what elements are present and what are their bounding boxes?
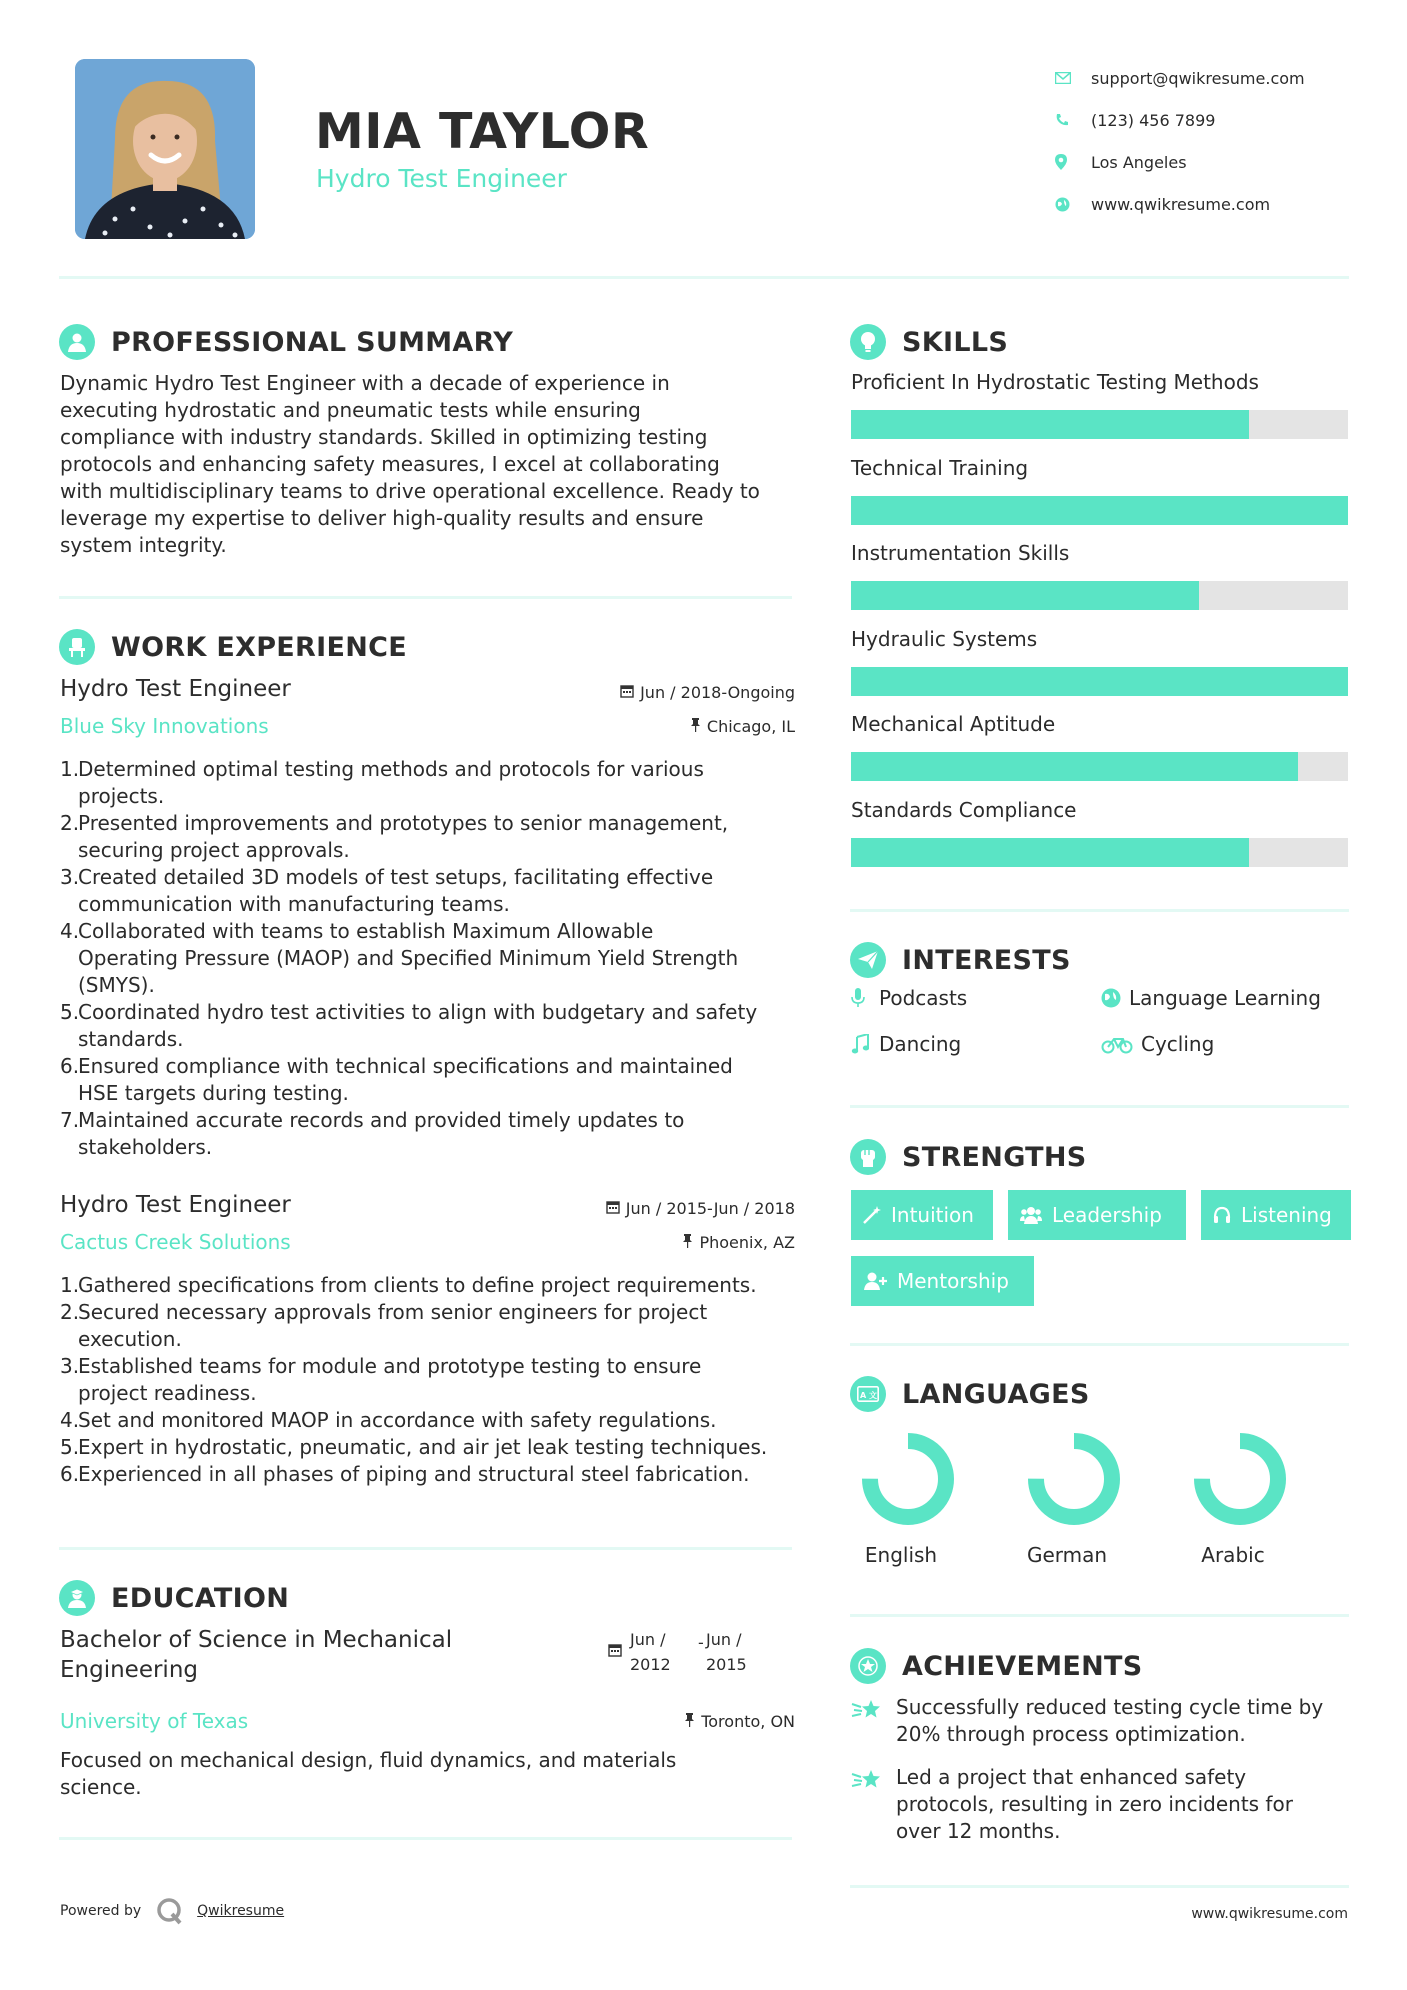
contact-email[interactable] (1055, 57, 1375, 99)
list-item: HSE targets during testing. (78, 1081, 349, 1105)
list-item: execution. (78, 1327, 182, 1351)
summary-line: protocols and enhancing safety measures, I excel at collaborating (60, 452, 720, 476)
globe-icon (1101, 988, 1129, 1008)
list-item: 5. Expert in hydrostatic, pneumatic, and air jet leak testing techniques. (60, 1435, 768, 1459)
languages-heading (850, 1376, 1090, 1412)
language-name: German (1026, 1543, 1108, 1567)
start-date: Jun / 2012 (630, 1630, 671, 1674)
strength-label: Intuition (891, 1203, 974, 1227)
map-pin-icon (1055, 154, 1091, 170)
list-item: 1. Determined optimal testing methods and protocols for various (60, 757, 704, 781)
fist-icon (850, 1139, 886, 1175)
language-item (1017, 1431, 1183, 1567)
list-item: (SMYS). (78, 973, 155, 997)
pushpin-icon (690, 717, 701, 736)
skill-bar (851, 496, 1348, 525)
shooting-star-icon (851, 1694, 896, 1748)
phone-icon (1055, 113, 1091, 127)
bicycle-icon (1101, 1034, 1141, 1054)
skill-bar (851, 581, 1348, 610)
powered-by-text: Powered by (60, 1903, 142, 1919)
experience-heading (59, 629, 407, 665)
summary-heading (59, 324, 513, 360)
list-item: 4. Collaborated with teams to establish Maximum Allowable (60, 919, 654, 943)
list-item: 4. Set and monitored MAOP in accordance with safety regulations. (60, 1408, 717, 1432)
job-title: Hydro Test Engineer (60, 676, 291, 702)
music-icon (851, 1034, 879, 1054)
user-icon (59, 324, 95, 360)
graduate-icon (59, 1580, 95, 1616)
strengths-heading (850, 1139, 1087, 1175)
list-item: 5. Coordinated hydro test activities to align with budgetary and safety (60, 1000, 758, 1024)
candidate-name: MIA TAYLOR (315, 103, 650, 160)
shooting-star-icon (851, 1764, 896, 1845)
skill-bar-fill (851, 838, 1249, 867)
interests-list (851, 986, 1351, 1056)
summary-line: leverage my expertise to deliver high-quality results and ensure (60, 506, 704, 530)
profile-photo (75, 59, 255, 239)
skill-item (851, 627, 1348, 713)
list-item: 1. Gathered specifications from clients to define project requirements. (60, 1273, 757, 1297)
interests-heading (850, 942, 1071, 978)
job-duties (60, 1272, 795, 1488)
job-location (682, 1233, 795, 1252)
lightbulb-icon (850, 324, 886, 360)
skill-bar-fill (851, 581, 1199, 610)
language-item (851, 1431, 1017, 1567)
globe-icon (1055, 197, 1091, 212)
interests-divider (850, 1105, 1349, 1108)
svg-text:文: 文 (869, 1391, 877, 1400)
skills-list (851, 370, 1348, 883)
skill-bar (851, 838, 1348, 867)
calendar-icon (620, 683, 634, 702)
achievements-title: ACHIEVEMENTS (902, 1650, 1143, 1682)
language-icon (850, 1376, 886, 1412)
interest-label: Language Learning (1129, 986, 1321, 1010)
pushpin-icon (684, 1712, 695, 1731)
skill-name: Standards Compliance (851, 797, 1077, 822)
language-item (1183, 1431, 1349, 1567)
footer-website-link[interactable]: www.qwikresume.com (1191, 1906, 1348, 1922)
skill-item (851, 712, 1348, 798)
phone-text: (123) 456 7899 (1091, 110, 1216, 130)
skill-name: Proficient In Hydrostatic Testing Methods (851, 370, 1259, 394)
skills-title: SKILLS (902, 326, 1009, 358)
summary-line: system integrity. (60, 533, 227, 557)
list-item: 6. Experienced in all phases of piping and structural steel fabrication. (60, 1462, 750, 1486)
job-location (690, 717, 795, 736)
skill-item (851, 370, 1348, 456)
website-text: www.qwikresume.com (1091, 194, 1271, 214)
language-ring (1192, 1431, 1288, 1527)
calendar-icon (606, 1199, 620, 1218)
languages-divider (850, 1614, 1349, 1617)
job-dates (620, 683, 795, 702)
skills-heading (850, 324, 1008, 360)
job-location-text: Chicago, IL (706, 717, 795, 736)
summary-line: executing hydrostatic and pneumatic tests while ensuring (60, 398, 641, 422)
degree-line: Engineering (60, 1657, 198, 1683)
languages-title: LANGUAGES (902, 1378, 1090, 1410)
contact-location (1055, 141, 1375, 183)
summary-divider (59, 596, 792, 599)
achievements-heading (850, 1648, 1143, 1684)
job-dates (606, 1199, 795, 1218)
skill-name: Technical Training (851, 455, 1029, 480)
achievement-text: Led a project that enhanced safety protocols, resulting in zero incidents for over 12 months. (896, 1765, 1293, 1843)
language-name: English (864, 1543, 938, 1567)
list-item: standards. (78, 1027, 184, 1051)
education-location (684, 1712, 795, 1731)
list-item: 7. Maintained accurate records and provided timely updates to (60, 1108, 685, 1132)
job-date-text: Jun / 2018-Ongoing (640, 683, 795, 702)
contact-block (1055, 57, 1375, 225)
education-description: Focused on mechanical design, fluid dynamics, and materials science. (60, 1748, 677, 1799)
strength-tag (851, 1256, 1034, 1306)
user-plus-icon (863, 1272, 887, 1290)
candidate-title: Hydro Test Engineer (316, 164, 567, 193)
strength-label: Listening (1241, 1203, 1332, 1227)
skill-bar (851, 410, 1348, 439)
skill-item (851, 541, 1348, 627)
experience-title: WORK EXPERIENCE (111, 631, 407, 663)
skill-name: Hydraulic Systems (851, 626, 1038, 651)
summary-text (60, 370, 795, 559)
summary-line: Dynamic Hydro Test Engineer with a decade of experience in (60, 371, 670, 395)
university-name: University of Texas (60, 1709, 249, 1733)
star-badge-icon (850, 1648, 886, 1684)
list-item: communication with manufacturing teams. (78, 892, 510, 916)
interest-item (851, 1032, 1101, 1056)
list-item: securing project approvals. (78, 838, 350, 862)
strengths-title: STRENGTHS (902, 1141, 1087, 1173)
education-divider (59, 1837, 792, 1840)
degree-line: Bachelor of Science in Mechanical (60, 1627, 453, 1653)
end-date: Jun / 2015 (706, 1630, 747, 1674)
strength-label: Leadership (1052, 1203, 1162, 1227)
skill-bar-fill (851, 752, 1298, 781)
skill-item (851, 798, 1348, 884)
list-item: 2. Presented improvements and prototypes to senior management, (60, 811, 729, 835)
experience-divider (59, 1547, 792, 1550)
contact-phone[interactable] (1055, 99, 1375, 141)
list-item: 6. Ensured compliance with technical specifications and maintained (60, 1054, 733, 1078)
list-item: projects. (78, 784, 165, 808)
contact-website[interactable] (1055, 183, 1375, 225)
job-company: Cactus Creek Solutions (60, 1230, 291, 1254)
list-item: 3. Established teams for module and prototype testing to ensure (60, 1354, 702, 1378)
education-heading (59, 1580, 289, 1616)
skill-bar-fill (851, 667, 1348, 696)
skill-bar-fill (851, 410, 1249, 439)
achievement-item (851, 1764, 1351, 1845)
interests-title: INTERESTS (902, 944, 1071, 976)
achievement-item (851, 1694, 1351, 1748)
skill-item (851, 456, 1348, 542)
education-location-text: Toronto, ON (701, 1712, 795, 1731)
interest-item (1101, 1032, 1351, 1056)
skill-name: Mechanical Aptitude (851, 712, 1056, 736)
job-title: Hydro Test Engineer (60, 1192, 291, 1218)
job-company: Blue Sky Innovations (60, 714, 269, 738)
job-location-text: Phoenix, AZ (699, 1233, 795, 1252)
microphone-icon (851, 988, 879, 1008)
envelope-icon (1055, 72, 1091, 84)
strengths-list (851, 1190, 1351, 1306)
email-text: support@qwikresume.com (1091, 68, 1305, 88)
achievements-divider (850, 1885, 1349, 1888)
degree-title (60, 1625, 560, 1685)
language-ring (860, 1431, 956, 1527)
users-icon (1020, 1206, 1042, 1224)
education-title: EDUCATION (111, 1582, 290, 1614)
list-item: project readiness. (78, 1381, 257, 1405)
interest-label: Cycling (1141, 1032, 1215, 1056)
achievement-text: Successfully reduced testing cycle time by 20% through process optimization. (896, 1695, 1324, 1746)
summary-title: PROFESSIONAL SUMMARY (111, 326, 514, 358)
interest-item (851, 986, 1101, 1010)
interest-label: Dancing (879, 1032, 962, 1056)
education-dates: Jun / 2012 - Jun / 2015 (608, 1627, 747, 1677)
magic-wand-icon (863, 1206, 881, 1224)
headphones-icon (1213, 1206, 1231, 1224)
location-text: Los Angeles (1091, 152, 1187, 172)
paper-plane-icon (850, 942, 886, 978)
achievements-list (851, 1694, 1351, 1861)
skill-name: Instrumentation Skills (851, 541, 1070, 565)
job-date-text: Jun / 2015-Jun / 2018 (625, 1199, 795, 1218)
svg-text:A: A (860, 1391, 867, 1400)
strength-tag (1008, 1190, 1186, 1240)
strength-tag (1201, 1190, 1351, 1240)
list-item: Operating Pressure (MAOP) and Specified Minimum Yield Strength (78, 946, 739, 970)
interest-item (1101, 986, 1351, 1010)
chair-icon (59, 629, 95, 665)
pushpin-icon (682, 1233, 693, 1252)
strength-label: Mentorship (897, 1269, 1009, 1293)
interest-label: Podcasts (879, 986, 968, 1010)
job-duties (60, 756, 795, 1161)
list-item: stakeholders. (78, 1135, 213, 1159)
qwikresume-link[interactable]: Qwikresume (197, 1903, 285, 1919)
language-name: Arabic (1201, 1543, 1265, 1567)
header-divider (59, 276, 1349, 279)
strengths-divider (850, 1343, 1349, 1346)
summary-line: with multidisciplinary teams to drive operational excellence. Ready to (60, 479, 760, 503)
summary-line: compliance with industry standards. Skilled in optimizing testing (60, 425, 708, 449)
list-item: 3. Created detailed 3D models of test setups, facilitating effective (60, 865, 714, 889)
list-item: 2. Secured necessary approvals from senior engineers for project (60, 1300, 708, 1324)
strength-tag (851, 1190, 993, 1240)
language-ring (1026, 1431, 1122, 1527)
languages-list (851, 1431, 1351, 1567)
skill-bar (851, 752, 1348, 781)
calendar-icon (608, 1639, 622, 1677)
skill-bar (851, 667, 1348, 696)
qwikresume-logo-icon (155, 1896, 185, 1926)
skill-bar-fill (851, 496, 1348, 525)
skills-divider (850, 909, 1349, 912)
footer-powered-by (60, 1896, 284, 1926)
